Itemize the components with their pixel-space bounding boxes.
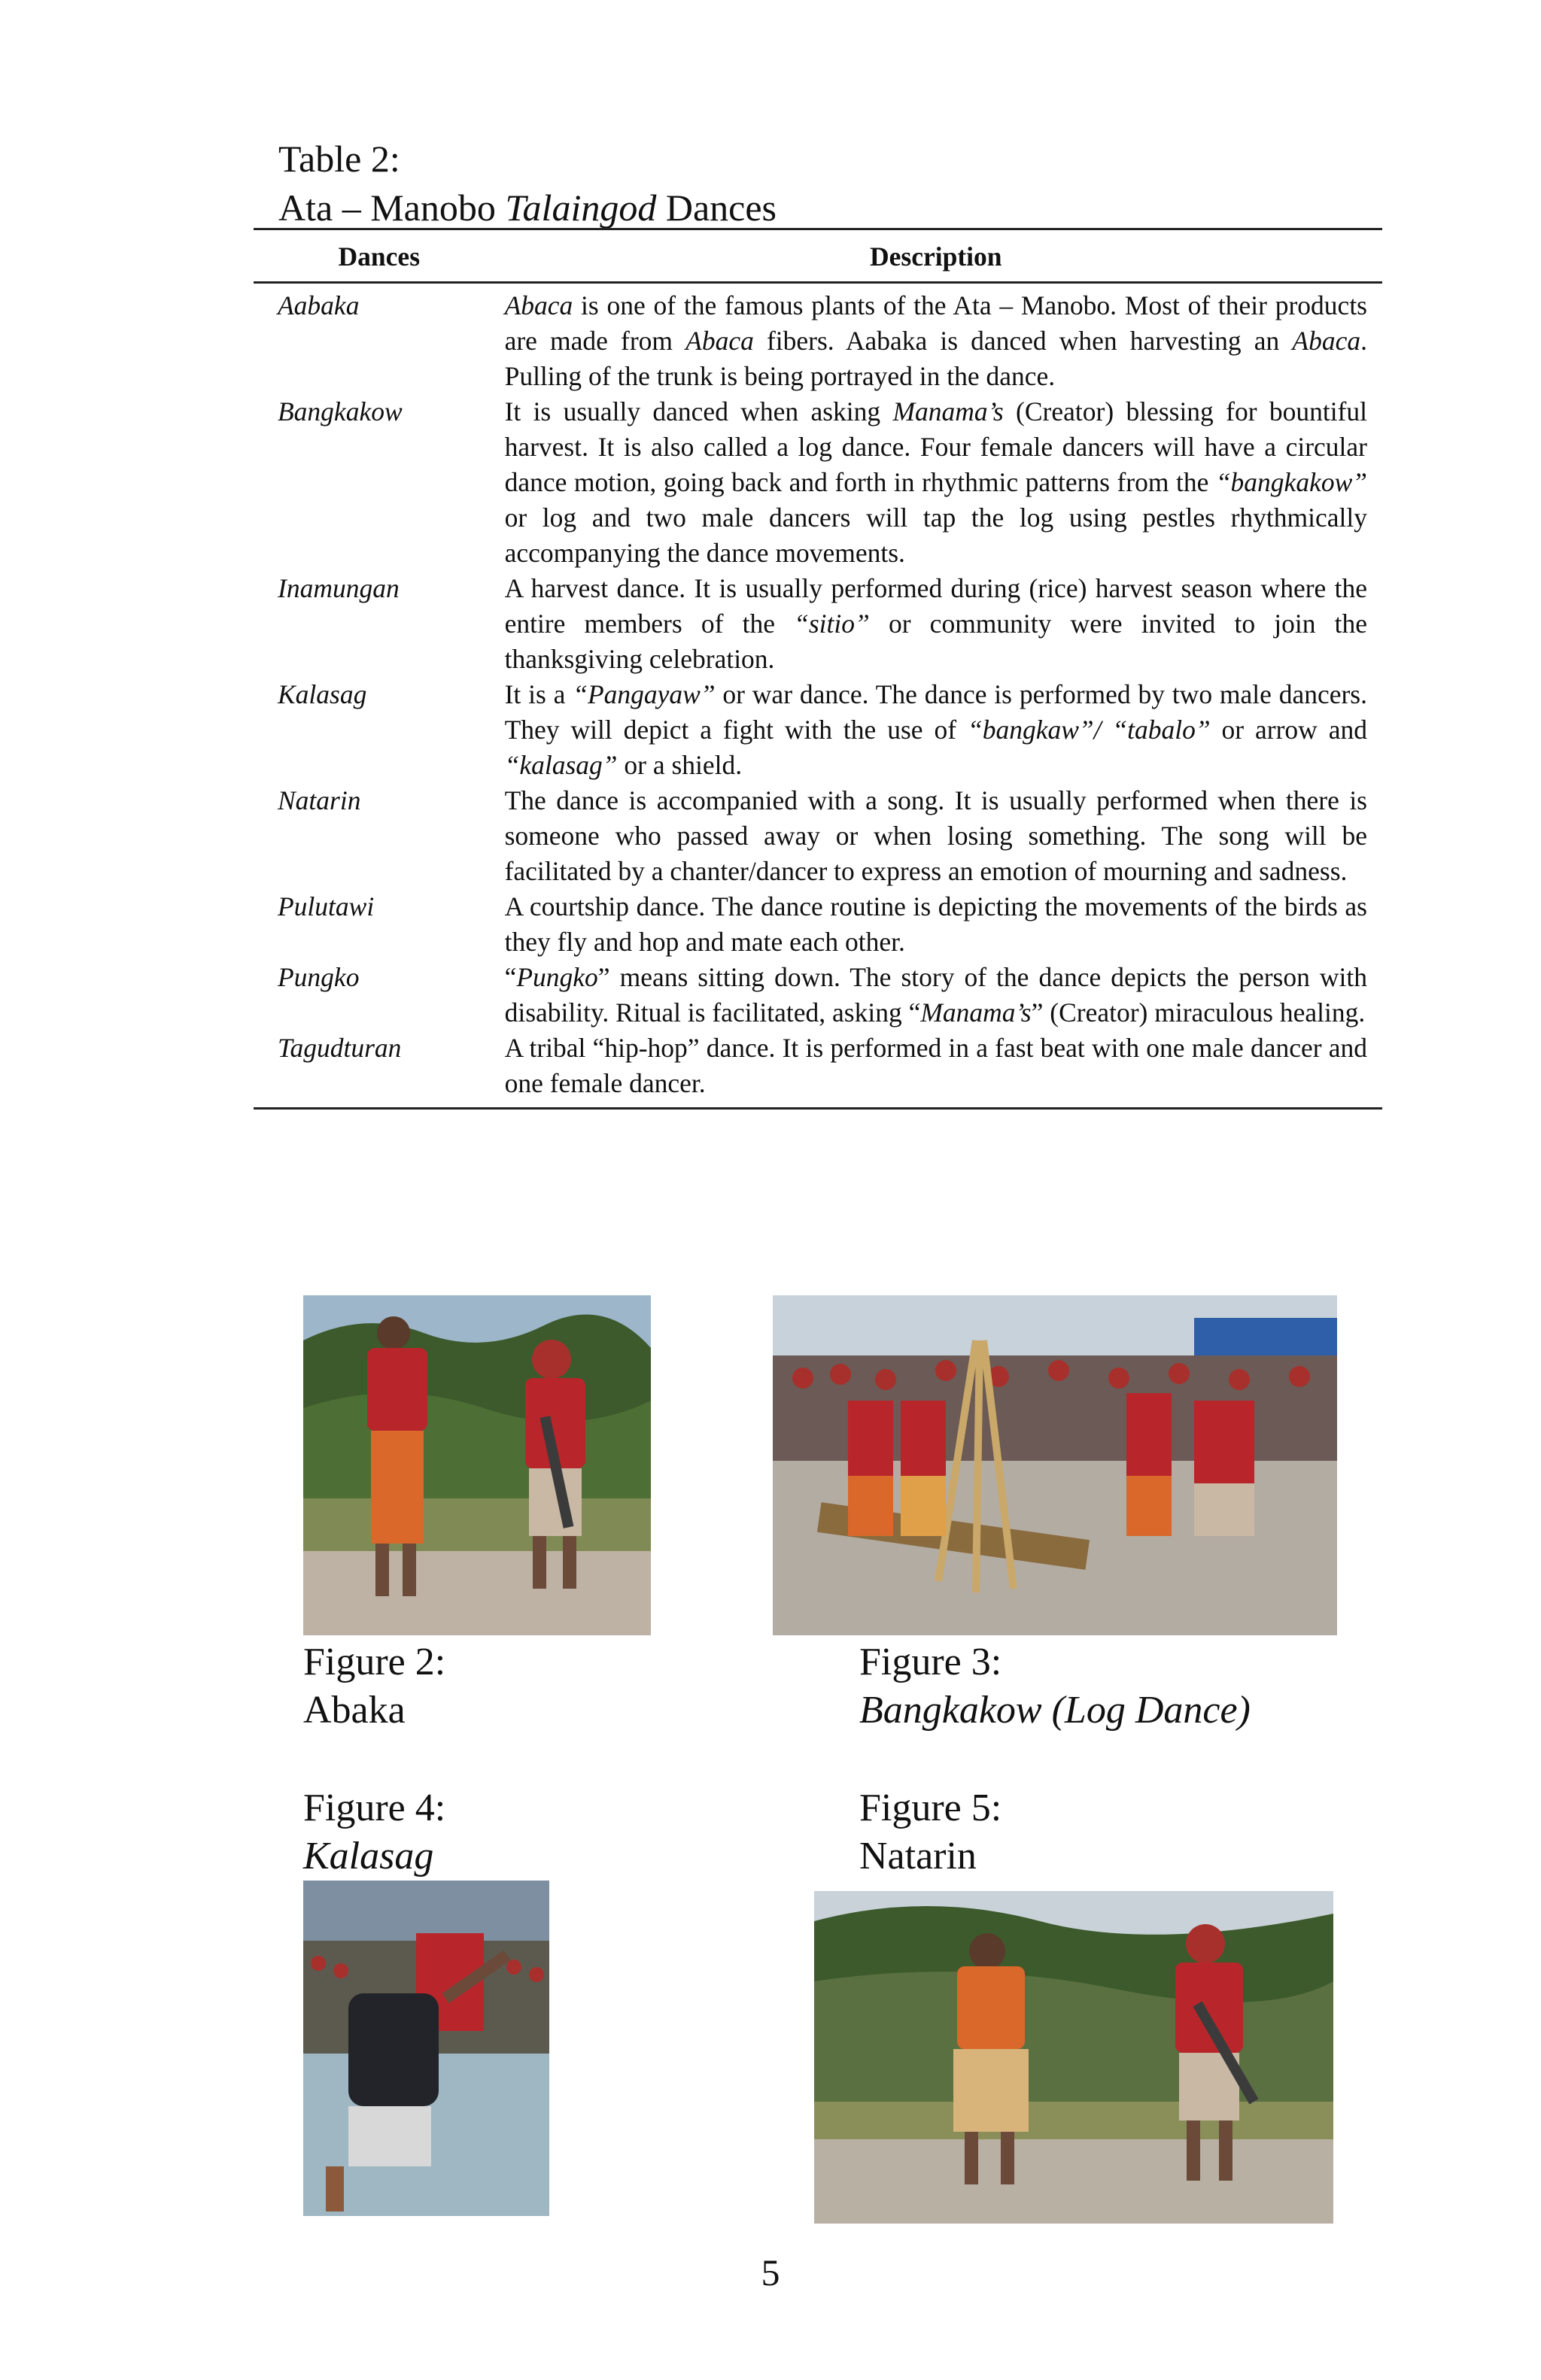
description-segment: A harvest dance. It is usually performed during (rice) harvest season where the entire members of the <box>504 573 1367 639</box>
table-row <box>254 1031 1382 1109</box>
dance-name: Tagudturan <box>254 1031 505 1109</box>
figure-2-label: Figure 2: <box>303 1641 446 1683</box>
table-header-row <box>254 229 1382 283</box>
description-segment: The dance is accompanied with a song. It is usually performed when there is someone who passed away or when losing something. The song will be facilitated by a chanter/dancer to express an emotion of mourning and sadness. <box>504 785 1367 886</box>
table-row <box>254 283 1382 395</box>
figure-5-label: Figure 5: <box>859 1787 1002 1829</box>
description-segment: It is a <box>504 679 573 709</box>
dance-description <box>505 1031 1382 1109</box>
description-segment: ” (Creator) miraculous healing. <box>1031 997 1366 1028</box>
description-segment: or log and two male dancers will tap the log using pestles rhythmically accompanying the dance movements. <box>504 502 1367 568</box>
figure-5-title: Natarin <box>859 1835 977 1878</box>
dance-description <box>505 889 1382 960</box>
description-segment: A courtship dance. The dance routine is depicting the movements of the birds as they fly and hop and mate each other. <box>504 891 1367 957</box>
description-segment: . Pulling of the trunk is being portrayed in the dance. <box>504 326 1367 391</box>
dance-name: Bangkakow <box>278 396 403 427</box>
table-body <box>254 283 1382 1109</box>
figure-5-photo <box>814 1891 1333 2224</box>
description-segment: Abaca <box>685 326 754 356</box>
header-description: Description <box>505 229 1382 283</box>
dance-description <box>505 394 1382 571</box>
description-segment: Manama’s <box>920 997 1032 1028</box>
table-row <box>254 571 1382 677</box>
dances-table <box>254 228 1382 1110</box>
description-segment: Abaca <box>1292 326 1361 356</box>
figure-5-caption <box>859 1784 1001 1881</box>
dance-name: Natarin <box>278 785 361 815</box>
table-row <box>254 394 1382 571</box>
description-segment: Abaca <box>504 290 573 320</box>
description-segment: Manama’s <box>892 396 1004 427</box>
figure-3-label: Figure 3: <box>859 1641 1002 1683</box>
figure-4-photo <box>303 1881 549 2216</box>
description-segment: “sitio” <box>794 609 870 639</box>
figure-2-caption <box>303 1638 445 1735</box>
caption-title-prefix: Ata – Manobo <box>278 187 506 229</box>
figure-3-title: Bangkakow (Log Dance) <box>859 1689 1251 1732</box>
description-segment: “Pangayaw” <box>573 679 716 709</box>
table-row <box>254 889 1382 960</box>
figure-4-label: Figure 4: <box>303 1787 446 1829</box>
dance-description <box>505 571 1382 677</box>
description-segment: ” means sitting down. The story of the dance depicts the person with disability. Ritual is facilitated, asking “ <box>504 962 1367 1028</box>
dance-description <box>505 677 1382 783</box>
table-row <box>254 677 1382 783</box>
table-caption-label: Table 2: <box>278 138 400 180</box>
description-segment: “ <box>504 962 517 992</box>
description-segment: “bangkaw”/ “tabalo” <box>967 715 1211 745</box>
dance-description <box>505 960 1382 1031</box>
dance-name: Inamungan <box>278 573 400 603</box>
figure-2-photo <box>303 1295 651 1635</box>
description-segment: A tribal “hip-hop” dance. It is performed in a fast beat with one male dancer and one female dancer. <box>504 1033 1367 1098</box>
figure-3-photo <box>773 1295 1337 1635</box>
figure-2-title: Abaka <box>303 1689 406 1732</box>
figure-4-caption <box>303 1784 445 1881</box>
header-dances: Dances <box>254 229 505 283</box>
table-row <box>254 960 1382 1031</box>
table-row <box>254 783 1382 889</box>
description-segment: “bangkakow” <box>1215 467 1367 497</box>
description-segment: Pungko <box>516 962 598 992</box>
figure-3-caption <box>859 1638 1251 1735</box>
description-segment: It is usually danced when asking <box>504 396 893 427</box>
caption-title-suffix: Dances <box>656 187 777 229</box>
dance-description <box>505 783 1382 889</box>
caption-title-italic: Talaingod <box>505 187 657 229</box>
description-segment: or a shield. <box>617 750 743 780</box>
figure-4-title: Kalasag <box>303 1835 434 1878</box>
dance-name: Pulutawi <box>278 891 375 921</box>
dance-name: Kalasag <box>278 679 367 709</box>
description-segment: or arrow and <box>1210 715 1367 745</box>
description-segment: or community were invited to join the thanksgiving celebration. <box>504 609 1367 674</box>
description-segment: or war dance. The dance is performed by two male dancers. They will depict a fight with the use of <box>504 679 1368 745</box>
table-caption-title <box>278 184 777 231</box>
dance-name: Aabaka <box>278 290 360 320</box>
description-segment: fibers. Aabaka is danced when harvesting an <box>753 326 1293 356</box>
dance-name: Pungko <box>278 962 360 992</box>
description-segment: is one of the famous plants of the Ata – Manobo. Most of their products are made from <box>504 290 1367 356</box>
dance-description <box>505 283 1382 395</box>
description-segment: (Creator) blessing for bountiful harvest. It is also called a log dance. Four female dancers will have a circular dance motion, going back and forth in rhythmic patterns from the <box>504 396 1367 497</box>
page-number: 5 <box>761 2251 780 2293</box>
description-segment: “kalasag” <box>504 750 618 780</box>
